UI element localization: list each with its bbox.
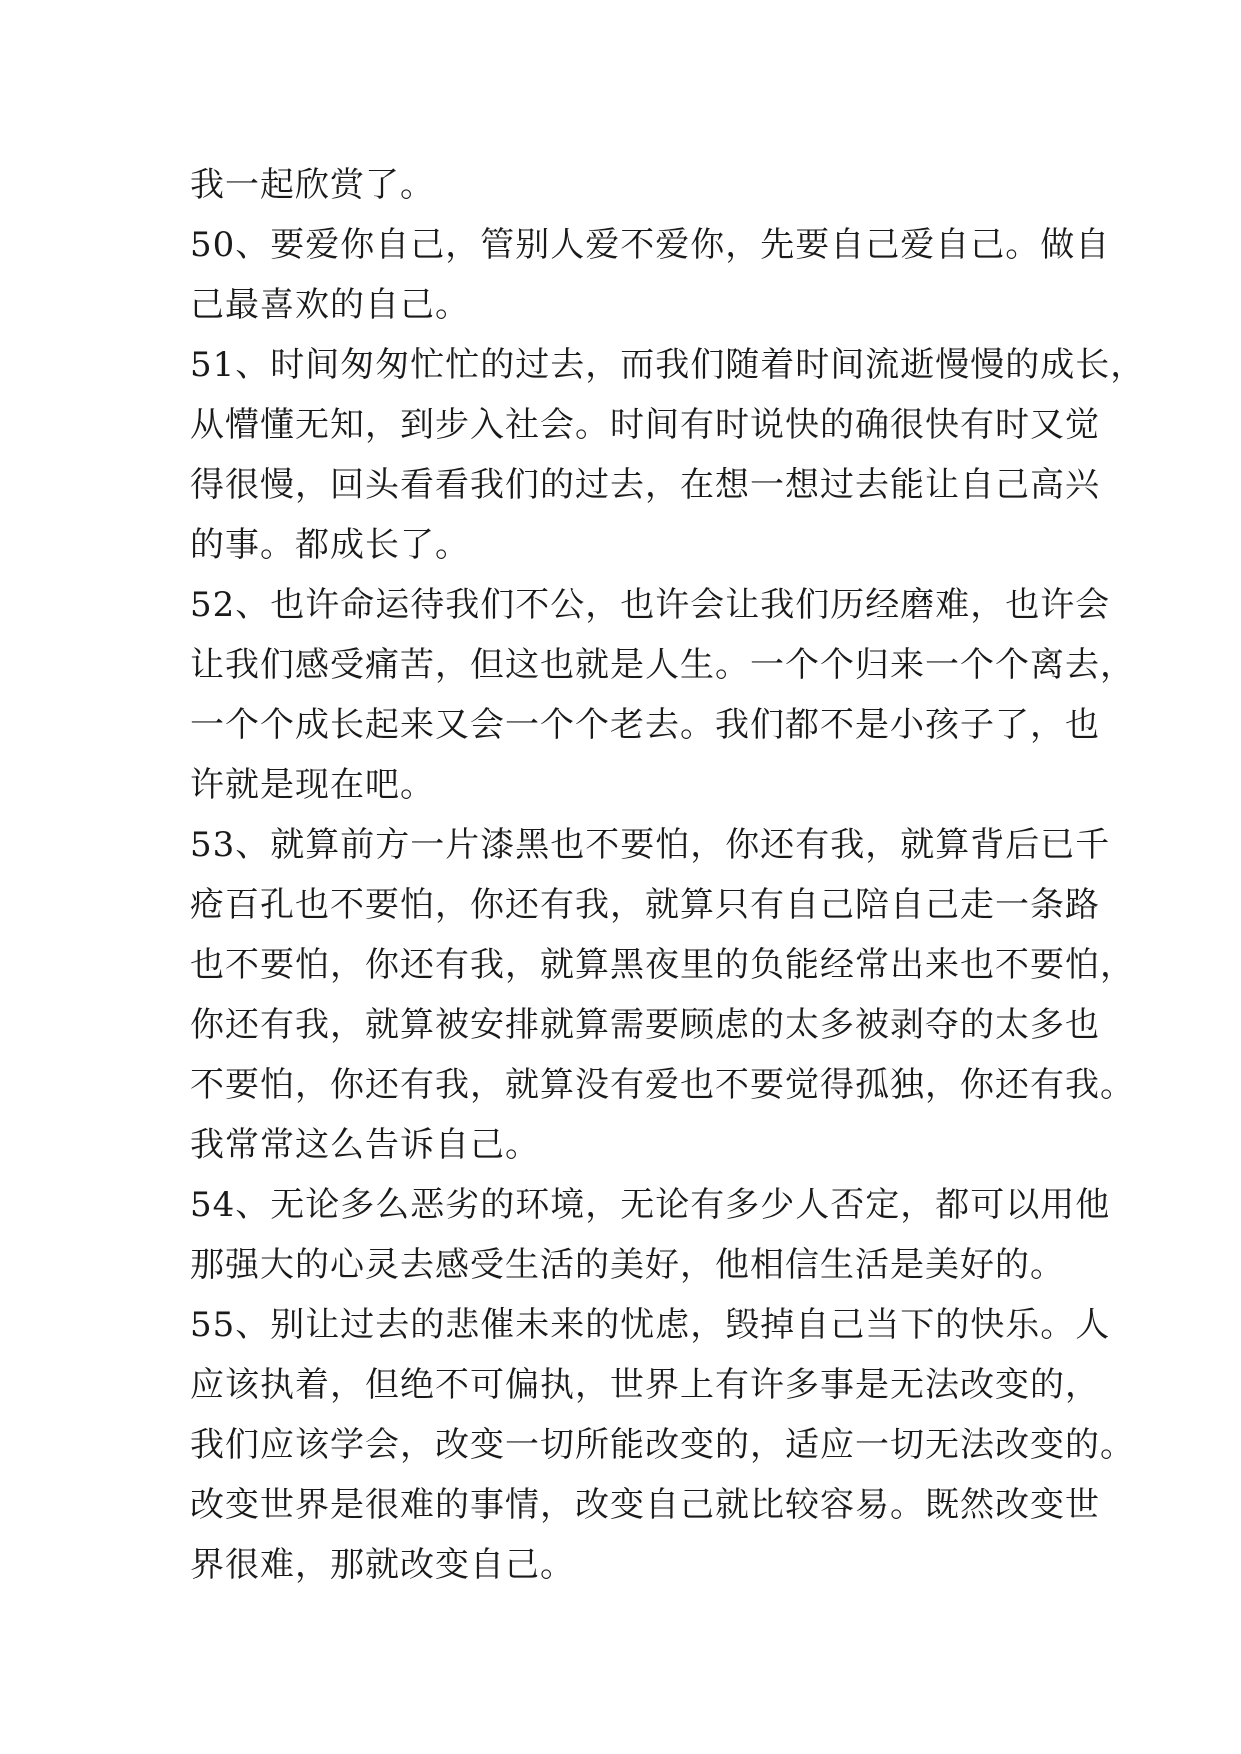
text-line: 疮百孔也不要怕，你还有我，就算只有自己陪自己走一条路 [190, 885, 1100, 925]
text-line: 许就是现在吧。 [190, 765, 435, 805]
text-line: 54、无论多么恶劣的环境，无论有多少人否定，都可以用他 [190, 1185, 1111, 1225]
text-line: 界很难，那就改变自己。 [190, 1545, 575, 1585]
text-line: 我一起欣赏了。 [190, 165, 435, 205]
text-line: 55、别让过去的悲催未来的忧虑，毁掉自己当下的快乐。人 [190, 1305, 1111, 1345]
text-line: 那强大的心灵去感受生活的美好，他相信生活是美好的。 [190, 1245, 1065, 1285]
text-line: 的事。都成长了。 [190, 525, 470, 565]
text-line: 你还有我，就算被安排就算需要顾虑的太多被剥夺的太多也 [190, 1005, 1100, 1045]
text-line: 应该执着，但绝不可偏执，世界上有许多事是无法改变的， [190, 1365, 1100, 1405]
text-line: 52、也许命运待我们不公，也许会让我们历经磨难，也许会 [190, 585, 1111, 625]
text-line: 50、要爱你自己，管别人爱不爱你，先要自己爱自己。做自 [190, 225, 1111, 265]
text-line: 我常常这么告诉自己。 [190, 1125, 540, 1165]
text-line: 己最喜欢的自己。 [190, 285, 470, 325]
text-line: 不要怕，你还有我，就算没有爱也不要觉得孤独，你还有我。 [190, 1065, 1135, 1105]
text-line: 也不要怕，你还有我，就算黑夜里的负能经常出来也不要怕， [190, 945, 1135, 985]
text-line: 51、时间匆匆忙忙的过去，而我们随着时间流逝慢慢的成长， [190, 345, 1146, 385]
text-line: 得很慢，回头看看我们的过去，在想一想过去能让自己高兴 [190, 465, 1100, 505]
text-line: 一个个成长起来又会一个个老去。我们都不是小孩子了，也 [190, 705, 1100, 745]
document-body [190, 155, 1146, 1595]
text-line: 让我们感受痛苦，但这也就是人生。一个个归来一个个离去， [190, 645, 1135, 685]
text-line: 从懵懂无知，到步入社会。时间有时说快的确很快有时又觉 [190, 405, 1100, 445]
text-line: 改变世界是很难的事情，改变自己就比较容易。既然改变世 [190, 1485, 1100, 1525]
text-line: 53、就算前方一片漆黑也不要怕，你还有我，就算背后已千 [190, 825, 1111, 865]
text-line: 我们应该学会，改变一切所能改变的，适应一切无法改变的。 [190, 1425, 1135, 1465]
